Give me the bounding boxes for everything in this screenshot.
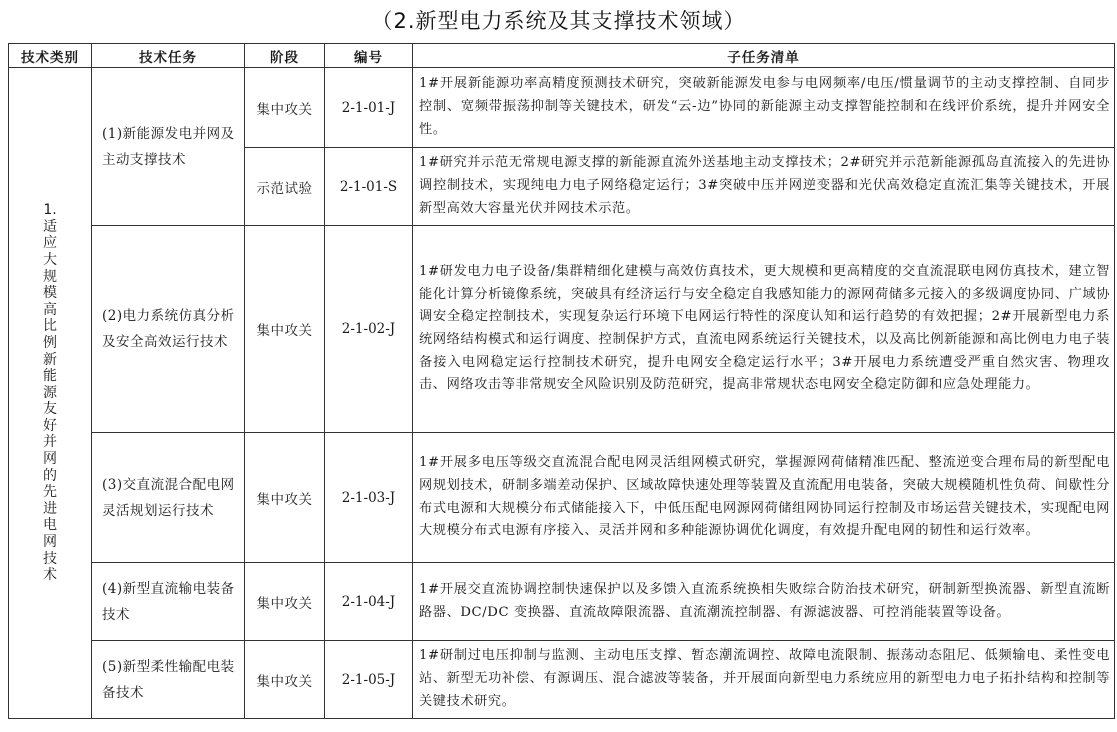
stage-cell: 集中攻关	[245, 68, 325, 148]
subtask-cell	[413, 148, 1115, 226]
subtask-text: 1#开展新能源功率高精度预测技术研究，突破新能源发电参与电网频率/电压/惯量调节的主动支撑控制、自同步控制、宽频带振荡抑制等关键技术，研发“云-边”协同的新能源主动支撑智能控制和在线评价系统，提升并网安全性。	[419, 76, 1110, 137]
table-row	[9, 641, 1115, 719]
subtask-cell	[413, 226, 1115, 433]
task-label: (2)电力系统仿真分析及安全高效运行技术	[102, 308, 235, 350]
task-label: (5)新型柔性输配电装备技术	[102, 658, 235, 701]
task-cell	[92, 563, 245, 641]
table-row	[9, 226, 1115, 433]
task-label: (3)交直流混合配电网灵活规划运行技术	[102, 476, 235, 519]
task-cell	[92, 433, 245, 563]
subtask-text: 1#研发电力电子设备/集群精细化建模与高效仿真技术，更大规模和更高精度的交直流混联电网仿真技术，建立智能化计算分析镜像系统，突破具有经济运行与安全稳定自我感知能力的源网荷储多元接入的多级调度协同、广域协调安全稳定控制技术，实现复杂运行环境下电网运行特性的深度认知和运行趋势的有效把握；2#开展新型电力系统网络结构模式和运行调度、控制保护方式，直流电网系统运行关键技术，以及高比例新能源和高比例电力电子装备接入电网稳定运行控制技术研究，提升电网安全稳定运行水平；3#开展电力系统遭受严重自然灾害、物理攻击、网络攻击等非常规安全风险识别及防范研究，提高非常规状态电网安全稳定防御和应急处理能力。	[419, 263, 1110, 393]
subtask-text: 1#开展交直流协调控制快速保护以及多馈入直流系统换相失败综合防治技术研究，研制新型换流器、新型直流断路器、DC/DC 变换器、直流故障限流器、直流潮流控制器、有源滤波器、可控消能装置等设备。	[419, 581, 1110, 620]
category-cell	[9, 68, 92, 719]
subtask-cell	[413, 641, 1115, 719]
code-cell: 2-1-01-J	[325, 68, 413, 148]
stage-cell: 集中攻关	[245, 433, 325, 563]
header-subtasks: 子任务清单	[413, 44, 1115, 68]
stage-cell: 集中攻关	[245, 226, 325, 433]
subtask-text: 1#研制过电压抑制与监测、主动电压支撑、暂态潮流调控、故障电流限制、振荡动态阻尼、低频输电、柔性变电站、新型无功补偿、有源调压、混合滤波等装备，并开展面向新型电力系统应用的新型电力电子拓扑结构和控制等关键技术研究。	[419, 648, 1110, 709]
code-cell: 2-1-03-J	[325, 433, 413, 563]
tech-task-table	[8, 43, 1115, 719]
stage-cell: 集中攻关	[245, 563, 325, 641]
stage-cell: 示范试验	[245, 148, 325, 226]
table-row	[9, 68, 1115, 148]
subtask-text: 1#研究并示范无常规电源支撑的新能源直流外送基地主动支撑技术；2#研究并示范新能源孤岛直流接入的先进协调控制技术，实现纯电力电子网络稳定运行；3#突破中压并网逆变器和光伏高效稳定直流汇集等关键技术，开展新型高效大容量光伏并网技术示范。	[419, 155, 1110, 216]
subtask-cell	[413, 563, 1115, 641]
task-cell	[92, 641, 245, 719]
task-label: (4)新型直流输电装备技术	[102, 580, 235, 623]
category-label: 1.适应大规模高比例新能源友好并网的先进电网技术	[43, 202, 57, 584]
header-category: 技术类别	[9, 44, 92, 68]
code-cell: 2-1-01-S	[325, 148, 413, 226]
subtask-text: 1#开展多电压等级交直流混合配电网灵活组网模式研究，掌握源网荷储精准匹配、整流逆变合理布局的新型配电网规划技术，研制多端差动保护、区域故障快速处理等装置及直流配用电装备，突破大规模随机性负荷、间歇性分布式电源和大规模分布式储能接入下，中低压配电网源网荷储组网协同运行控制及市场运营关键技术，实现配电网大规模分布式电源有序接入、灵活并网和多种能源协调优化调度，有效提升配电网的韧性和运行效率。	[419, 455, 1110, 539]
table-header-row	[9, 44, 1115, 68]
subtask-cell	[413, 68, 1115, 148]
task-cell	[92, 68, 245, 226]
table-row	[9, 433, 1115, 563]
header-code: 编号	[325, 44, 413, 68]
stage-cell: 集中攻关	[245, 641, 325, 719]
page-title: （2.新型电力系统及其支撑技术领域）	[371, 9, 746, 33]
code-cell: 2-1-05-J	[325, 641, 413, 719]
task-cell	[92, 226, 245, 433]
header-stage: 阶段	[245, 44, 325, 68]
table-row	[9, 563, 1115, 641]
code-cell: 2-1-04-J	[325, 563, 413, 641]
code-cell: 2-1-02-J	[325, 226, 413, 433]
header-task: 技术任务	[92, 44, 245, 68]
task-label: (1)新能源发电并网及主动支撑技术	[102, 125, 235, 168]
subtask-cell	[413, 433, 1115, 563]
